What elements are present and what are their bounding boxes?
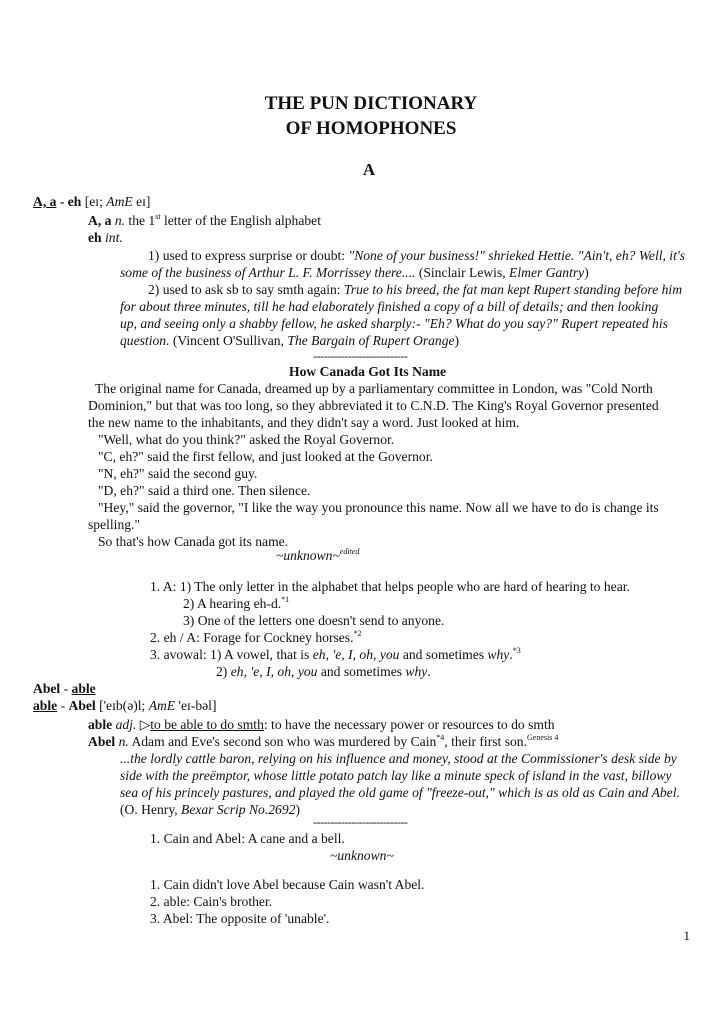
sense-2-line-2: for about three minutes, till he had elaborately finished a copy of a bill of details; and then looking	[120, 299, 659, 314]
dialogue-line-3: "N, eh?" said the second guy.	[98, 466, 258, 481]
definition-eh-word: eh	[88, 230, 102, 245]
story-title: How Canada Got Its Name	[289, 364, 447, 379]
definition-able: able adj. ▷to be able to do smth: to have the necessary power or resources to do smth	[88, 717, 555, 732]
entry-headword-a-eh	[33, 193, 150, 210]
separator-1: ---------------------------	[313, 349, 408, 363]
definition-a-word: A, a	[88, 213, 112, 228]
story-line-3: the new name to the inhabitants, and they didn't say a word. Just looked at him.	[88, 415, 520, 430]
definition-abel: Abel n. Adam and Eve's second son who was murdered by Cain$^{*4}$, their first son.$^{Genesis 4}$	[88, 733, 559, 749]
dialogue-line-1: "Well, what do you think?" asked the Royal Governor.	[98, 432, 395, 447]
headword-a: A, a	[33, 194, 57, 209]
pun-a-2: 2. eh / A: Forage for Cockney horses.$^{*2}$	[150, 629, 362, 645]
pronunciation-dialect: AmE	[106, 194, 133, 209]
section-letter: A	[362, 160, 376, 179]
separator-2: ---------------------------	[313, 815, 408, 829]
pun-abel-1: 1. Cain and Abel: A cane and a bell.	[150, 831, 345, 846]
entry-headword-abel: Abel - able	[33, 681, 96, 696]
story-credit	[276, 547, 359, 564]
story-line-1: The original name for Canada, dreamed up by a parliamentary committee in London, was "Cold North	[95, 381, 653, 396]
quote-line-4: (O. Henry, Bexar Scrip No.2692)	[120, 802, 300, 817]
story-credit-sup: edited	[339, 547, 360, 556]
pun-abel-more-3: 3. Abel: The opposite of 'unable'.	[150, 911, 330, 926]
definition-a-text: the 1	[125, 213, 156, 228]
sense-1-line-2: some of the business of Arthur L. F. Morrissey there.... (Sinclair Lewis, Elmer Gantry)	[120, 265, 589, 280]
pun-abel-more-1: 1. Cain didn't love Abel because Cain wasn't Abel.	[150, 877, 425, 892]
pun-a-3: 3. avowal: 1) A vowel, that is eh, 'e, I, oh, you and sometimes why.$^{*3}$	[150, 646, 521, 662]
quote-line-1: ...the lordly cattle baron, relying on his influence and money, stood at the Commissioner's desk side by	[120, 751, 677, 766]
dialogue-line-2: "C, eh?" said the first fellow, and just looked at the Governor.	[98, 449, 433, 464]
pronunciation-open: [eɪ;	[81, 194, 107, 209]
entry-headword-able: able - Abel ['eɪb(ə)l; AmE 'eɪ-bəl]	[33, 698, 217, 713]
headword-dash: -	[56, 194, 68, 209]
pun-abel-more-2: 2. able: Cain's brother.	[150, 894, 273, 909]
dialogue-line-6: spelling."	[88, 517, 140, 532]
story-line-2: Dominion," but that was too long, so they abbreviated it to C.N.D. The King's Royal Governor presented	[88, 398, 659, 413]
pun-a-1-3: 3) One of the letters one doesn't send to anyone.	[183, 613, 445, 628]
definition-a-sup: st	[155, 212, 161, 221]
headword-eh: eh	[67, 194, 82, 209]
definition-eh-pos: int.	[101, 230, 123, 245]
sense-2-line-4: question. (Vincent O'Sullivan, The Bargain of Rupert Orange)	[120, 333, 460, 348]
pun-a-3-2: 2) eh, 'e, I, oh, you and sometimes why.	[216, 664, 431, 679]
quote-line-2: side with the preëmptor, whose little potato patch lay like a minute speck of island in the vast, billowy	[120, 768, 672, 783]
story-credit-text: ~unknown~	[276, 548, 340, 563]
definition-a	[88, 212, 321, 229]
page-title-line-2: OF HOMOPHONES	[285, 118, 457, 139]
dialogue-line-7: So that's how Canada got its name.	[98, 534, 289, 549]
dialogue-line-4: "D, eh?" said a third one. Then silence.	[98, 483, 311, 498]
sense-2-line-3: up, and seeing only a shabby fellow, he asked sharply:- "Eh? What do you say?" Rupert repeated his	[120, 316, 668, 331]
pronunciation-rest: eɪ]	[132, 194, 151, 209]
page-title-line-1: THE PUN DICTIONARY	[264, 93, 478, 114]
definition-a-pos: n.	[111, 213, 126, 228]
quote-line-3: sea of his princely pastures, and played the old game of "freeze-out," which is as old as Cain and Abel.	[120, 785, 680, 800]
sense-2-line-1: 2) used to ask sb to say smth again: True to his breed, the fat man kept Rupert standing before him	[148, 282, 683, 297]
pun-a-1-2: 2) A hearing eh-d.$^{*1}$	[183, 595, 290, 611]
definition-a-text-2: letter of the English alphabet	[160, 213, 321, 228]
sense-1-line-1: 1) used to express surprise or doubt: "None of your business!" shrieked Hettie. "Ain't, eh? Well, it's	[148, 248, 686, 263]
pun-a-1: 1. A: 1) The only letter in the alphabet that helps people who are hard of hearing to hear.	[150, 579, 630, 594]
definition-eh-head	[88, 229, 123, 246]
pun-abel-credit: ~unknown~	[330, 848, 394, 863]
page-number: 1	[683, 928, 690, 943]
dialogue-line-5: "Hey," said the governor, "I like the way you pronounce this name. Now all we have to do is change its	[98, 500, 659, 515]
